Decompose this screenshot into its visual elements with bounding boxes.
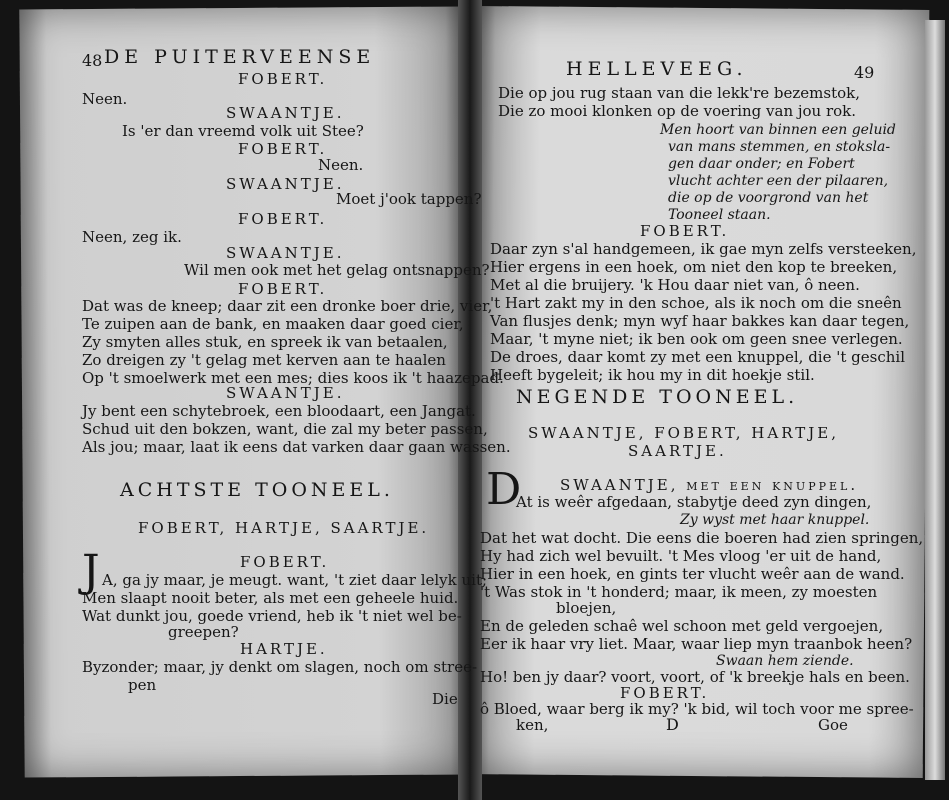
- speaker-name: FOBERT.: [238, 280, 328, 298]
- verse-line: Zy smyten alles stuk, en spreek ik van betaalen,: [82, 333, 448, 351]
- verse-line: bloejen,: [556, 599, 617, 617]
- verse-line: pen: [128, 676, 157, 694]
- verse-line: Neen.: [82, 90, 128, 108]
- verse-line: Zo dreigen zy 't gelag met kerven aan te haalen: [82, 351, 446, 369]
- verse-line: Ho! ben jy daar? voort, voort, of 'k breekje hals en been.: [480, 668, 910, 686]
- signature-mark: D: [666, 715, 679, 734]
- speaker-name: SWAANTJE.: [226, 244, 345, 262]
- stage-direction: gen daar onder; en Fobert: [668, 156, 855, 172]
- verse-line: A, ga jy maar, je meugt. want, 't ziet daar lelyk uit;: [102, 571, 488, 589]
- page-number: 48: [82, 51, 103, 70]
- book-gutter: [458, 0, 482, 800]
- page-number: 49: [854, 63, 875, 82]
- speaker-name: SWAANTJE.: [226, 175, 345, 193]
- verse-line: De droes, daar komt zy met een knuppel, die 't geschil: [490, 348, 905, 366]
- scene-heading: NEGENDE TOONEEL.: [516, 386, 799, 408]
- verse-line: Van flusjes denk; myn wyf haar bakkes kan daar tegen,: [490, 312, 910, 330]
- verse-line: 't Hart zakt my in den schoe, als ik noch om die sneên: [490, 294, 902, 312]
- stage-direction: die op de voorgrond van het: [668, 190, 869, 206]
- speaker-name: FOBERT.: [238, 210, 328, 228]
- cast-list: FOBERT, HARTJE, SAARTJE.: [138, 519, 430, 537]
- verse-line: ô Bloed, waar berg ik my? 'k bid, wil toch voor me spree-: [480, 700, 914, 718]
- verse-line: Heeft bygeleit; ik hou my in dit hoekje stil.: [490, 366, 815, 384]
- running-head: DE PUITERVEENSE: [104, 46, 376, 68]
- speaker-name: HARTJE.: [240, 640, 328, 658]
- verse-line: En de geleden schaê wel schoon met geld vergoejen,: [480, 617, 884, 635]
- verse-line: Schud uit den bokzen, want, die zal my beter passen,: [82, 420, 488, 438]
- speaker-name: FOBERT.: [620, 684, 710, 702]
- verse-line: Eer ik haar vry liet. Maar, waar liep myn traanbok heen?: [480, 635, 913, 653]
- verse-line: Met al die bruijery. 'k Hou daar niet van, ô neen.: [490, 276, 860, 294]
- stage-direction: Zy wyst met haar knuppel.: [680, 512, 870, 528]
- stage-direction: Men hoort van binnen een geluid: [660, 122, 896, 138]
- stage-direction: vlucht achter een der pilaaren,: [668, 173, 889, 189]
- verse-line: Wil men ook met het gelag ontsnappen?: [184, 261, 490, 279]
- cast-list: SWAANTJE, FOBERT, HARTJE,: [528, 424, 839, 442]
- stage-direction: Swaan hem ziende.: [716, 653, 854, 669]
- verse-line: At is weêr afgedaan, stabytje deed zyn dingen,: [516, 493, 872, 511]
- speaker-name: SWAANTJE.: [226, 384, 345, 402]
- catchword: Goe: [818, 716, 848, 734]
- verse-line: Neen, zeg ik.: [82, 228, 182, 246]
- speaker-name: FOBERT.: [240, 553, 330, 571]
- stage-direction: van mans stemmen, en stokslа-: [668, 139, 891, 155]
- verse-line: Op 't smoelwerk met een mes; dies koos ik 't haazepad.: [82, 369, 504, 387]
- drop-cap: J: [82, 546, 100, 597]
- verse-line: Hier ergens in een hoek, om niet den kop te breeken,: [490, 258, 898, 276]
- verse-line: Dat was de kneep; daar zit een dronke boer drie, vier,: [82, 297, 493, 315]
- verse-line: Byzonder; maar, jy denkt om slagen, noch om stree-: [82, 658, 478, 676]
- verse-line: Die op jou rug staan van die lekk're bezemstok,: [498, 84, 860, 102]
- verse-line: Als jou; maar, laat ik eens dat varken daar gaan wassen.: [82, 438, 511, 456]
- catchword: Die: [432, 690, 458, 708]
- verse-line: Hier in een hoek, en gints ter vlucht weêr aan de wand.: [480, 565, 905, 583]
- verse-line: Die zo mooi klonken op de voering van jou rok.: [498, 102, 857, 120]
- stage-direction: Tooneel staan.: [668, 207, 771, 223]
- speaker-name: SWAANTJE, met een knuppel.: [560, 476, 859, 494]
- speaker-name: FOBERT.: [238, 140, 328, 158]
- verse-line: Daar zyn s'al handgemeen, ik gae myn zelfs versteeken,: [490, 240, 917, 258]
- speaker-name: FOBERT.: [238, 70, 328, 88]
- verse-line: Is 'er dan vreemd volk uit Stee?: [122, 122, 364, 140]
- cast-list: SAARTJE.: [628, 442, 727, 460]
- verse-line: Wat dunkt jou, goede vriend, heb ik 't niet wel be-: [82, 607, 462, 625]
- verse-line: Dat het wat docht. Die eens die boeren had zien springen,: [480, 529, 924, 547]
- verse-line: ken,: [516, 716, 549, 734]
- verse-line: Te zuipen aan de bank, en maaken daar goed cier,: [82, 315, 464, 333]
- page-edges: [925, 20, 945, 780]
- verse-line: greepen?: [168, 623, 239, 641]
- verse-line: Maar, 't myne niet; ik ben ook om geen snee verlegen.: [490, 330, 903, 348]
- verse-line: 't Was stok in 't honderd; maar, ik meen, zy moesten: [480, 583, 878, 601]
- speaker-name: FOBERT.: [640, 222, 730, 240]
- running-head: HELLEVEEG.: [566, 58, 748, 80]
- speaker-name: SWAANTJE.: [226, 104, 345, 122]
- drop-cap: D: [486, 464, 522, 515]
- scene-heading: ACHTSTE TOONEEL.: [120, 479, 394, 501]
- verse-line: Hy had zich wel bevuilt. 't Mes vloog 'er uit de hand,: [480, 547, 882, 565]
- verse-line: Moet j'ook tappen?: [336, 190, 482, 208]
- verse-line: Jy bent een schytebroek, een bloodaart, een Jangat.: [82, 402, 476, 420]
- verse-line: Neen.: [318, 156, 364, 174]
- verse-line: Men slaapt nooit beter, als met een geheele huid.: [82, 589, 459, 607]
